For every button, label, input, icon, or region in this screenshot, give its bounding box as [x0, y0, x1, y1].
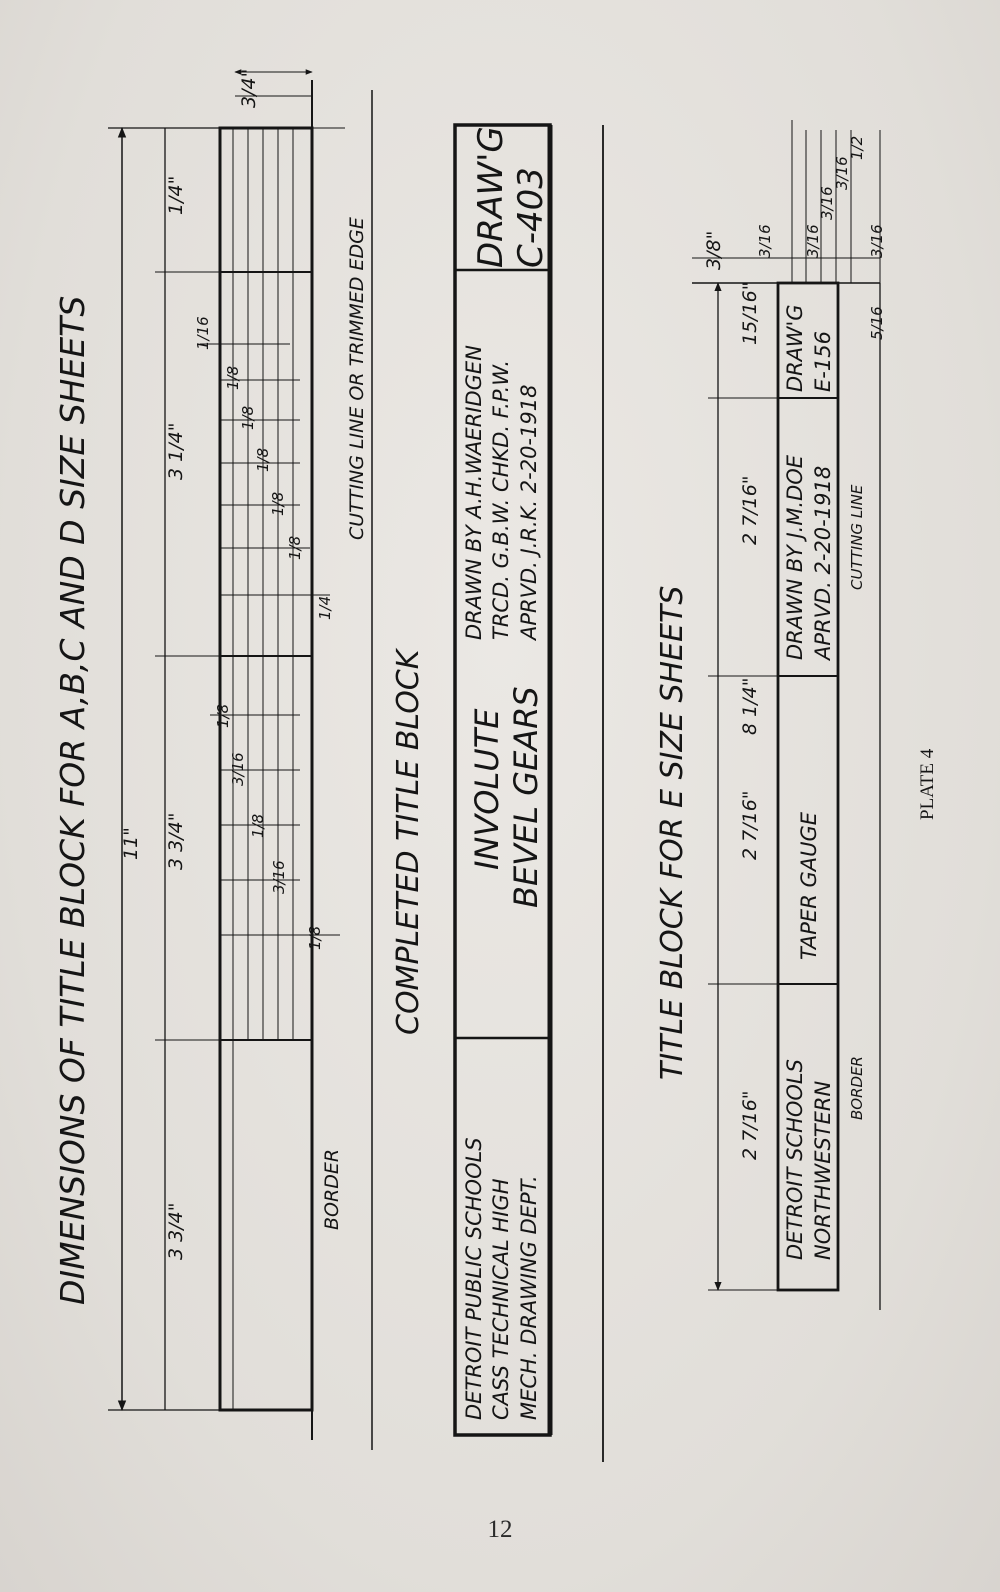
abcd-dim-seg3: 3 1/4" [165, 422, 187, 480]
abcd-row-l: 1/8 [306, 925, 324, 950]
e-dim-seg3: 8 1/4" [739, 677, 761, 735]
abcd-title: DIMENSIONS OF TITLE BLOCK FOR A,B,C AND D SIZE SHEETS [53, 295, 92, 1305]
abcd-row-i: 3/16 [229, 752, 247, 786]
abcd-row-f: 1/8 [286, 535, 304, 560]
abcd-row-dims [194, 316, 340, 950]
abcd-dim-total: 11" [120, 827, 142, 860]
e-figure [655, 120, 938, 1310]
plate-label: PLATE 4 [917, 748, 938, 820]
e-names-line-2: APRVD. 2-20-1918 [811, 465, 835, 660]
e-title-text: TAPER GAUGE [797, 811, 821, 960]
completed-names-line-3: APRVD. J.R.K. 2-20-1918 [517, 384, 541, 640]
e-title: TITLE BLOCK FOR E SIZE SHEETS [655, 585, 690, 1080]
abcd-row-k: 3/16 [270, 860, 288, 894]
e-dim-right-c: 3/16 [833, 156, 851, 190]
completed-figure [391, 125, 603, 1462]
abcd-row-j: 1/8 [249, 813, 267, 838]
completed-school-line-2: CASS TECHNICAL HIGH [489, 1178, 513, 1420]
completed-drawing-number: C-403 [511, 167, 551, 268]
e-dim-right-f: 5/16 [868, 306, 886, 340]
e-dim-seg2: 2 7/16" [739, 790, 761, 860]
abcd-figure [53, 69, 372, 1450]
e-dim-right-b: 3/16 [818, 186, 836, 220]
completed-school-line-1: DETROIT PUBLIC SCHOOLS [462, 1137, 486, 1420]
e-dim-top-a: 3/16 [756, 224, 774, 258]
completed-title-line-1: INVOLUTE [468, 708, 506, 870]
e-dim-seg1: 2 7/16" [739, 1090, 761, 1160]
abcd-row-b: 1/8 [224, 365, 242, 390]
e-drawing-label: DRAW'G [783, 304, 807, 392]
abcd-row-h: 1/8 [214, 703, 232, 728]
e-school-line-1: DETROIT SCHOOLS [783, 1059, 807, 1260]
e-border-label: BORDER [848, 1056, 866, 1120]
completed-names-line-2: TRCD. G.B.W. CHKD. F.P.W. [489, 359, 513, 640]
abcd-dim-right-width: 3/4" [238, 68, 260, 108]
abcd-dim-seg2: 3 3/4" [165, 812, 187, 870]
completed-drawing-label: DRAW'G [471, 126, 511, 268]
e-cutting-label: CUTTING LINE [848, 484, 866, 590]
e-dim-seg6: 3/8" [703, 230, 725, 270]
completed-title-line-2: BEVEL GEARS [507, 686, 545, 908]
abcd-row-c: 1/8 [239, 405, 257, 430]
abcd-dim-seg1: 3 3/4" [165, 1202, 187, 1260]
completed-school-line-3: MECH. DRAWING DEPT. [517, 1175, 541, 1420]
page-number: 12 [487, 1516, 513, 1543]
abcd-dim-seg4: 1/4" [165, 175, 187, 215]
e-dim-seg4: 2 7/16" [739, 475, 761, 545]
e-names-line-1: DRAWN BY J.M.DOE [783, 454, 807, 660]
abcd-row-g: 1/4 [316, 595, 334, 620]
completed-names-line-1: DRAWN BY A.H.WAERIDGEN [462, 345, 486, 640]
abcd-row-d: 1/8 [254, 447, 272, 472]
e-dim-seg5: 15/16" [739, 281, 761, 345]
abcd-row-a: 1/16 [194, 316, 212, 350]
e-dim-right-e: 3/16 [868, 224, 886, 258]
e-dim-right-d: 1/2 [848, 135, 866, 160]
abcd-cutting-label: CUTTING LINE OR TRIMMED EDGE [346, 217, 368, 540]
abcd-border-label: BORDER [321, 1148, 343, 1230]
e-school-line-2: NORTHWESTERN [811, 1080, 835, 1260]
abcd-row-e: 1/8 [269, 491, 287, 516]
completed-title: COMPLETED TITLE BLOCK [391, 649, 426, 1035]
e-drawing-number: E-156 [811, 331, 835, 392]
e-dim-right-a: 3/16 [804, 224, 822, 258]
